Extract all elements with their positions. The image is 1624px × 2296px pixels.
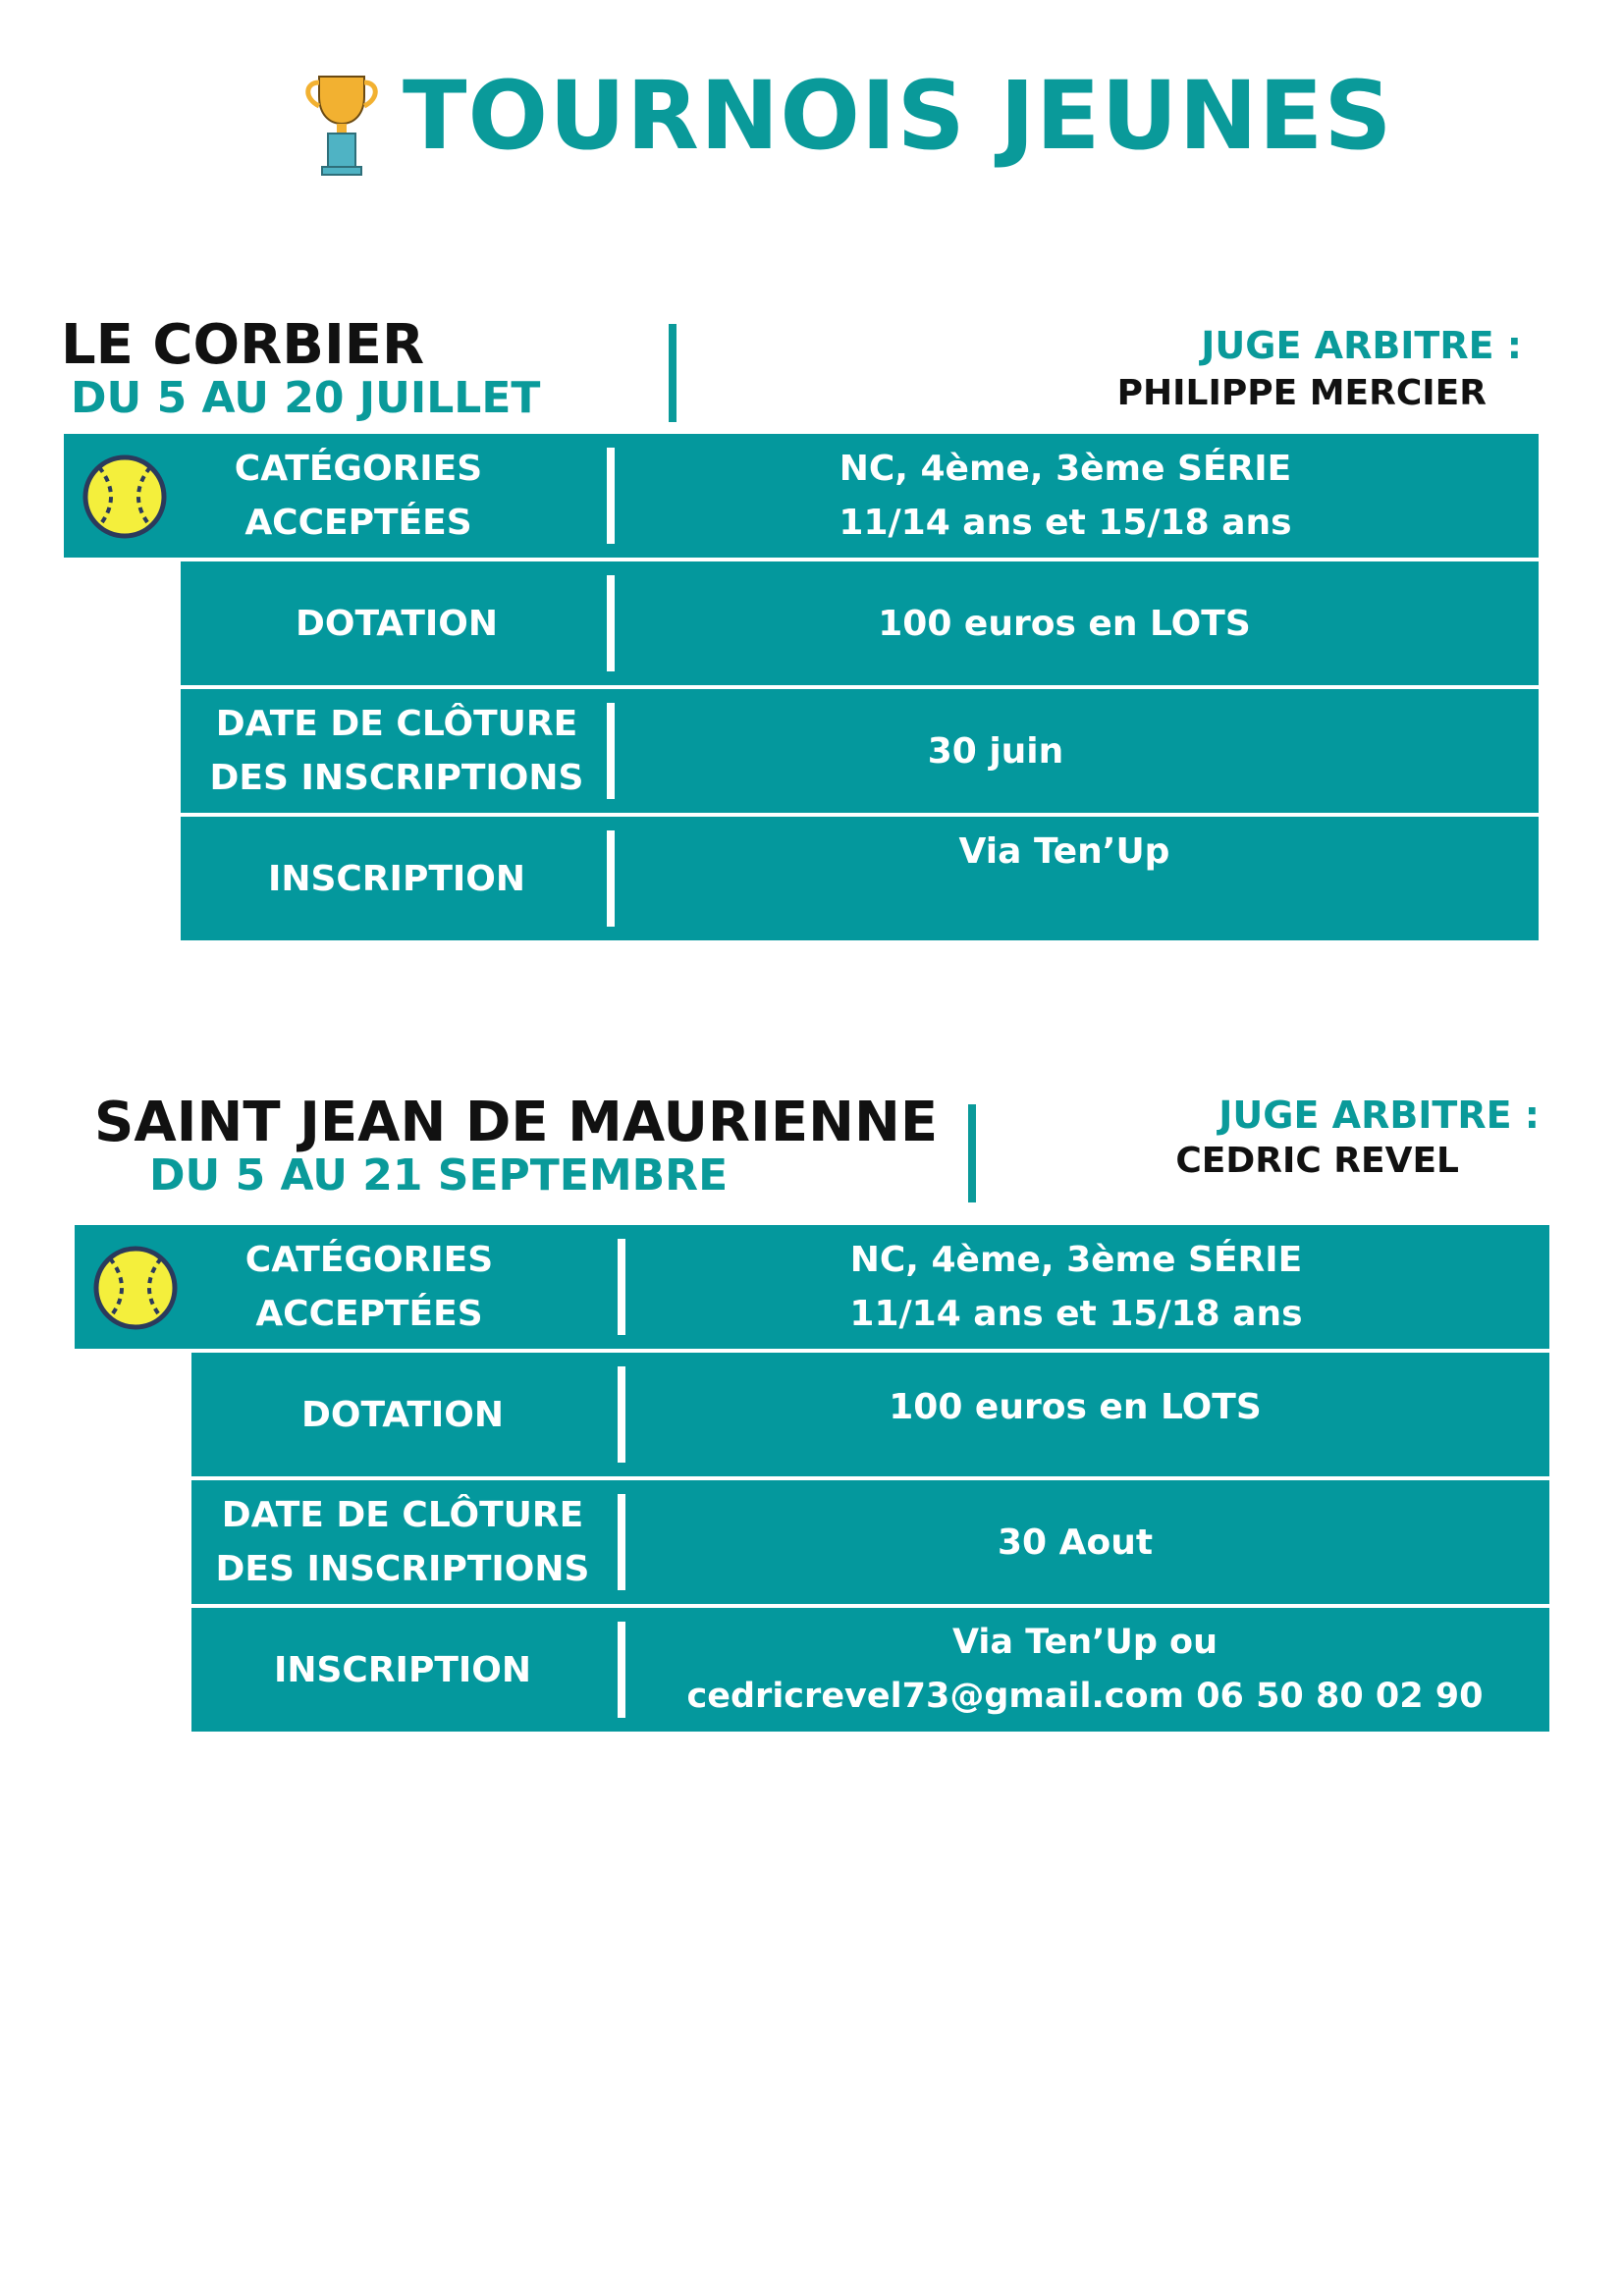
row-categories — [75, 1225, 1549, 1349]
judge-label: JUGE ARBITRE : — [1218, 1094, 1540, 1137]
tournament-dates: DU 5 AU 21 SEPTEMBRE — [149, 1150, 729, 1201]
judge-name: CEDRIC REVEL — [1175, 1141, 1459, 1181]
header-divider — [669, 324, 677, 422]
row-divider — [607, 448, 615, 544]
tennis-ball-icon — [81, 454, 168, 540]
row-inscription — [191, 1608, 1549, 1732]
row-dotation — [181, 561, 1539, 685]
row-divider — [618, 1622, 625, 1718]
page-title: TOURNOIS JEUNES — [403, 61, 1393, 171]
row-label: DOTATION — [301, 1394, 504, 1435]
venue-name: LE CORBIER — [61, 313, 425, 377]
row-value: 30 juin — [927, 730, 1064, 772]
row-closing-date — [191, 1480, 1549, 1604]
row-value: NC, 4ème, 3ème SÉRIE 11/14 ans et 15/18 ans — [849, 1240, 1303, 1334]
row-label: DOTATION — [296, 603, 498, 644]
row-divider — [607, 575, 615, 671]
judge-label: JUGE ARBITRE : — [1201, 324, 1522, 367]
row-value: Via Ten’Up ou cedricrevel73@gmail.com 06 50 80 02 90 — [686, 1623, 1484, 1716]
row-divider — [607, 830, 615, 927]
header-divider — [968, 1104, 976, 1202]
row-value: 100 euros en LOTS — [878, 603, 1251, 644]
row-value: Via Ten’Up — [958, 830, 1170, 872]
row-label: INSCRIPTION — [273, 1649, 532, 1690]
venue-name: SAINT JEAN DE MAURIENNE — [94, 1091, 939, 1154]
row-value: 30 Aout — [997, 1522, 1154, 1563]
row-label: CATÉGORIES ACCEPTÉES — [244, 1240, 494, 1334]
row-label: INSCRIPTION — [267, 858, 526, 899]
trophy-icon — [298, 69, 386, 177]
row-divider — [618, 1239, 625, 1335]
row-divider — [618, 1494, 625, 1590]
row-value: NC, 4ème, 3ème SÉRIE 11/14 ans et 15/18 ans — [839, 449, 1292, 543]
row-dotation — [191, 1353, 1549, 1476]
row-inscription — [181, 817, 1539, 940]
row-label: CATÉGORIES ACCEPTÉES — [234, 449, 483, 543]
row-label: DATE DE CLÔTURE DES INSCRIPTIONS — [209, 704, 584, 798]
row-categories — [64, 434, 1539, 558]
row-label: DATE DE CLÔTURE DES INSCRIPTIONS — [215, 1495, 590, 1589]
tournament-dates: DU 5 AU 20 JUILLET — [71, 373, 541, 423]
row-divider — [618, 1366, 625, 1463]
row-divider — [607, 703, 615, 799]
row-value: 100 euros en LOTS — [889, 1386, 1262, 1427]
tennis-ball-icon — [92, 1245, 179, 1331]
judge-name: PHILIPPE MERCIER — [1116, 373, 1487, 413]
row-closing-date — [181, 689, 1539, 813]
